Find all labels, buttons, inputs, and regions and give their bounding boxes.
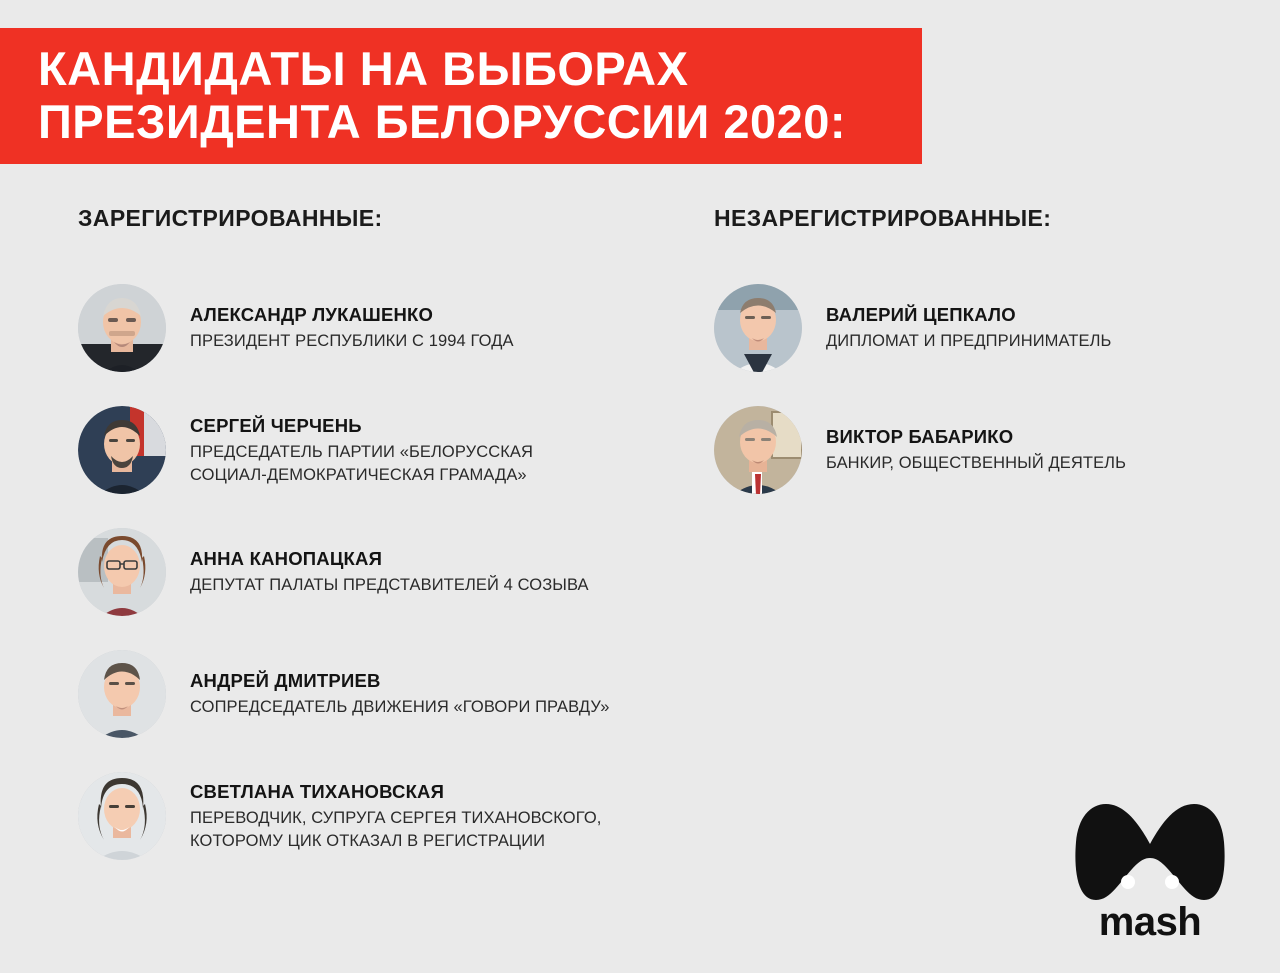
- registered-heading: ЗАРЕГИСТРИРОВАННЫЕ:: [78, 205, 383, 231]
- person-name: ВИКТОР БАБАРИКО: [826, 426, 1014, 447]
- list-item: [78, 406, 638, 494]
- avatar: [78, 650, 166, 738]
- avatar: [714, 406, 802, 494]
- person-name: АНДРЕЙ ДМИТРИЕВ: [190, 670, 381, 691]
- person-text: [190, 669, 609, 719]
- person-text: [826, 303, 1111, 353]
- unregistered-candidates-column: [714, 205, 1234, 528]
- person-text: [190, 780, 601, 853]
- list-item: [714, 284, 1234, 372]
- mash-wordmark: mash: [1098, 900, 1202, 944]
- list-item: [78, 284, 638, 372]
- avatar: [78, 284, 166, 372]
- person-role: ДИПЛОМАТ И ПРЕДПРИНИМАТЕЛЬ: [826, 332, 1112, 350]
- unregistered-heading: НЕЗАРЕГИСТРИРОВАННЫЕ:: [714, 205, 1052, 231]
- avatar: [78, 406, 166, 494]
- person-role: ПЕРЕВОДЧИК, СУПРУГА СЕРГЕЯ ТИХАНОВСКОГО, КОТОРОМУ ЦИК ОТКАЗАЛ В РЕГИСТРАЦИИ: [190, 808, 602, 850]
- mash-m-icon: [1066, 796, 1234, 904]
- person-name: АЛЕКСАНДР ЛУКАШЕНКО: [190, 304, 434, 325]
- person-text: [190, 303, 514, 353]
- title-banner: [0, 28, 922, 164]
- avatar: [78, 528, 166, 616]
- person-role: ПРЕДСЕДАТЕЛЬ ПАРТИИ «БЕЛОРУССКАЯ СОЦИАЛ-ДЕМОКРАТИЧЕСКАЯ ГРАМАДА»: [190, 442, 534, 484]
- list-item: [78, 772, 638, 860]
- person-role: ДЕПУТАТ ПАЛАТЫ ПРЕДСТАВИТЕЛЕЙ 4 СОЗЫВА: [190, 576, 589, 594]
- avatar: [714, 284, 802, 372]
- list-item: [714, 406, 1234, 494]
- person-text: [826, 425, 1126, 475]
- registered-candidates-column: [78, 205, 638, 886]
- person-name: СЕРГЕЙ ЧЕРЧЕНЬ: [190, 414, 362, 436]
- person-text: [190, 414, 533, 487]
- list-item: [78, 528, 638, 616]
- person-role: БАНКИР, ОБЩЕСТВЕННЫЙ ДЕЯТЕЛЬ: [826, 454, 1127, 472]
- avatar: [78, 772, 166, 860]
- person-role: ПРЕЗИДЕНТ РЕСПУБЛИКИ С 1994 ГОДА: [190, 332, 514, 350]
- mash-logo: [1066, 796, 1234, 945]
- person-text: [190, 547, 589, 597]
- page-title-line-1: КАНДИДАТЫ НА ВЫБОРАХ: [38, 42, 689, 95]
- person-role: СОПРЕДСЕДАТЕЛЬ ДВИЖЕНИЯ «ГОВОРИ ПРАВДУ»: [190, 698, 610, 716]
- list-item: [78, 650, 638, 738]
- person-name: ВАЛЕРИЙ ЦЕПКАЛО: [826, 304, 1016, 325]
- person-name: АННА КАНОПАЦКАЯ: [190, 548, 383, 569]
- page-title-line-2: ПРЕЗИДЕНТА БЕЛОРУССИИ 2020:: [38, 95, 847, 148]
- person-name: СВЕТЛАНА ТИХАНОВСКАЯ: [190, 780, 445, 802]
